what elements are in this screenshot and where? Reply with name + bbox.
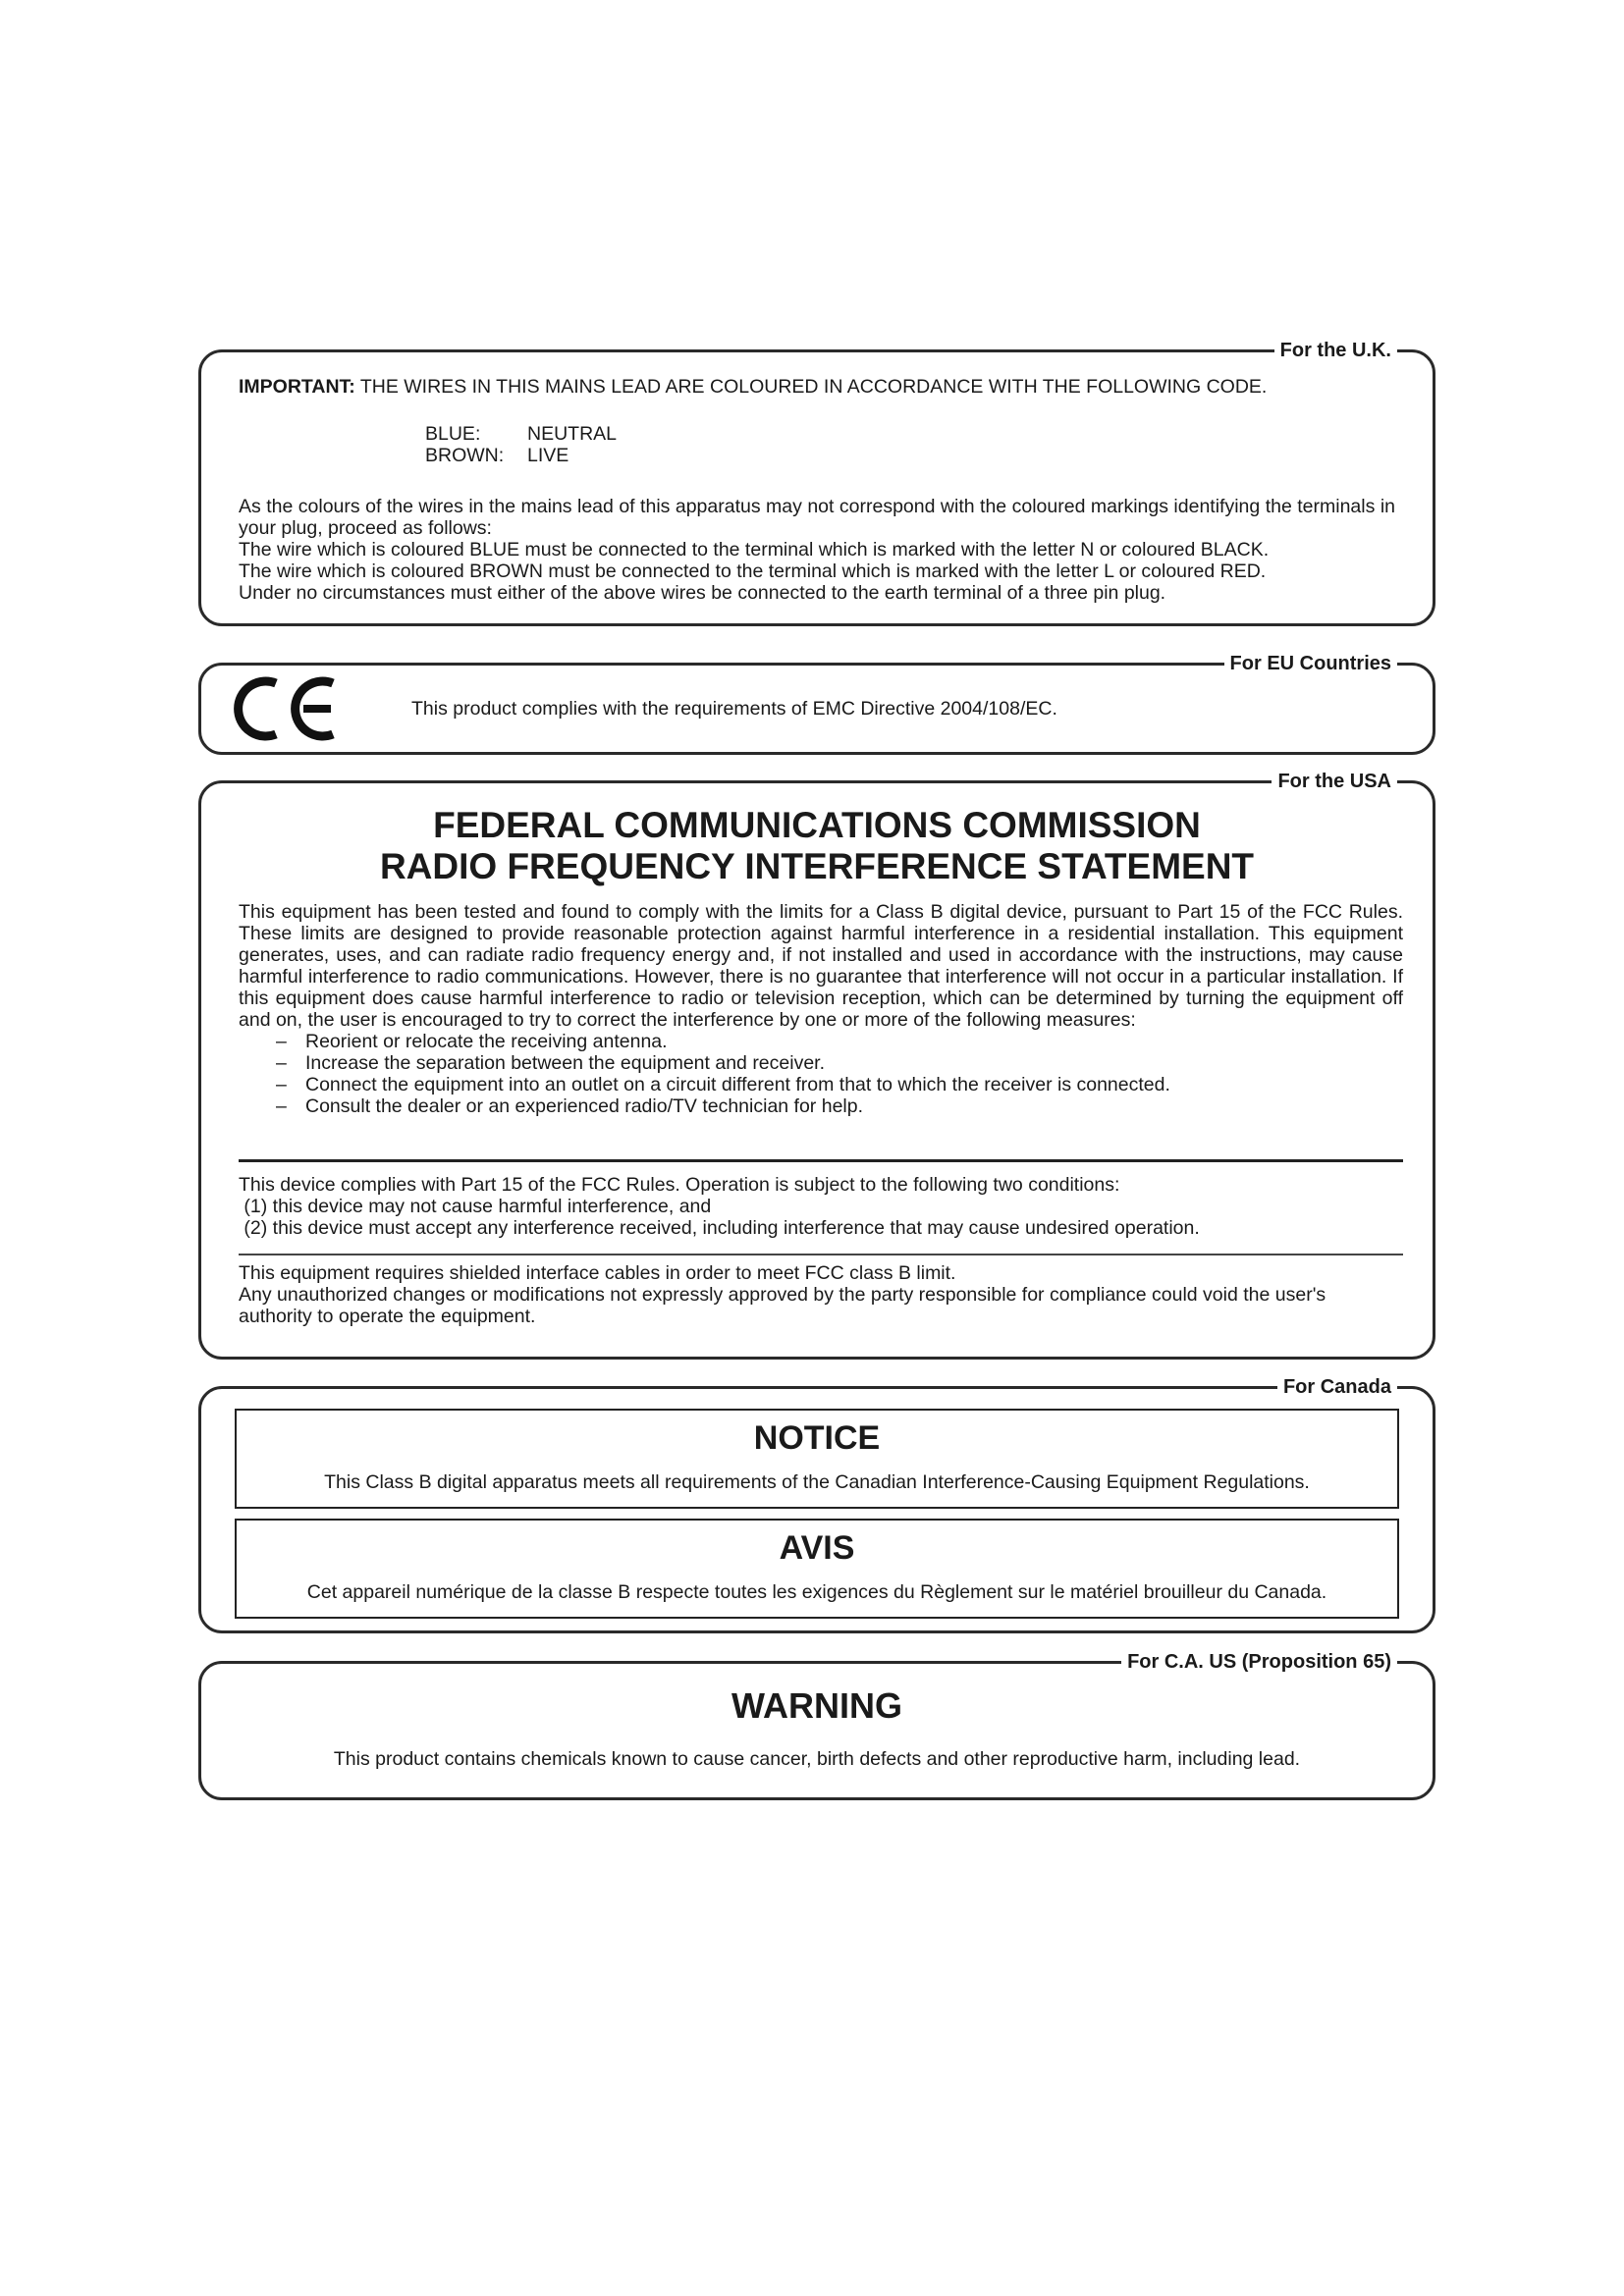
eu-label: For EU Countries [1224, 652, 1397, 675]
prop65-box [198, 1651, 1435, 1800]
wire-code-row [425, 423, 617, 445]
ce-mark-icon [231, 675, 341, 742]
fcc-shield-notice [239, 1262, 1403, 1327]
uk-instruction-line: Under no circumstances must either of the above wires be connected to the earth terminal of a three pin plug. [239, 582, 1166, 604]
measures-list [239, 1031, 1403, 1117]
fcc-conditions [239, 1174, 1403, 1239]
measure-item: – Consult the dealer or an experienced radio/TV technician for help. [276, 1095, 1403, 1117]
fcc-title [201, 805, 1433, 887]
prop65-label: For C.A. US (Proposition 65) [1121, 1650, 1397, 1674]
eu-notice-box [198, 653, 1435, 755]
wire-code-list [425, 423, 617, 466]
emc-compliance-text: This product complies with the requirements of EMC Directive 2004/108/EC. [411, 698, 1057, 720]
uk-label: For the U.K. [1274, 339, 1397, 362]
usa-label: For the USA [1272, 770, 1397, 793]
avis-panel [235, 1519, 1399, 1619]
measure-item: – Increase the separation between the equipment and receiver. [276, 1052, 1403, 1074]
notice-text: This Class B digital apparatus meets all requirements of the Canadian Interference-Causing Equipment Regulations. [324, 1471, 1310, 1493]
canada-label: For Canada [1277, 1375, 1397, 1399]
notice-panel [235, 1409, 1399, 1509]
important-label: IMPORTANT: [239, 376, 355, 398]
avis-title: AVIS [779, 1529, 855, 1567]
uk-important-line [239, 376, 1267, 398]
uk-instruction-line: The wire which is coloured BROWN must be connected to the terminal which is marked with the letter L or coloured RED. [239, 561, 1267, 582]
shield-line: This equipment requires shielded interface cables in order to meet FCC class B limit. [239, 1262, 956, 1284]
uk-instructions [239, 496, 1395, 604]
fcc-statement [239, 901, 1403, 1117]
condition-line: (1) this device may not cause harmful interference, and [239, 1196, 712, 1217]
wire-meaning: LIVE [527, 445, 569, 466]
wire-color: BLUE: [425, 423, 481, 445]
condition-line: (2) this device must accept any interference received, including interference that may cause undesired operation. [239, 1217, 1200, 1239]
divider [239, 1254, 1403, 1255]
measure-item: – Reorient or relocate the receiving antenna. [276, 1031, 1403, 1052]
fcc-paragraph: This equipment has been tested and found to comply with the limits for a Class B digital device, pursuant to Part 15 of the FCC Rules. These limits are designed to provide reasonable protection against harmful interference in a residential installation. This equipment generates, uses, and can radiate radio frequency energy and, if not installed and used in accordance with the instructions, may cause harmful interference to radio communications. However, there is no guarantee that interference will not occur in a particular installation. If this equipment does cause harmful interference to radio or television reception, which can be determined by turning the equipment off and on, the user is encouraged to try to correct the interference by one or more of the following measures: [239, 901, 1403, 1031]
notice-title: NOTICE [753, 1419, 881, 1457]
measure-item: – Connect the equipment into an outlet on a circuit different from that to which the receiver is connected. [276, 1074, 1403, 1095]
canada-notice-box [198, 1376, 1435, 1633]
important-text: THE WIRES IN THIS MAINS LEAD ARE COLOURED IN ACCORDANCE WITH THE FOLLOWING CODE. [354, 376, 1268, 398]
wire-code-row [425, 445, 617, 466]
fcc-title-line2: RADIO FREQUENCY INTERFERENCE STATEMENT [379, 846, 1255, 886]
divider [239, 1159, 1403, 1162]
warning-title: WARNING [731, 1685, 902, 1726]
usa-fcc-box [198, 771, 1435, 1360]
avis-text: Cet appareil numérique de la classe B respecte toutes les exigences du Règlement sur le matériel brouilleur du Canada. [306, 1581, 1327, 1603]
condition-line: This device complies with Part 15 of the FCC Rules. Operation is subject to the following two conditions: [239, 1174, 1120, 1196]
wire-meaning: NEUTRAL [527, 423, 618, 445]
uk-instruction-line: The wire which is coloured BLUE must be connected to the terminal which is marked with the letter N or coloured BLACK. [239, 539, 1270, 561]
warning-text: This product contains chemicals known to cause cancer, birth defects and other reproductive harm, including lead. [333, 1748, 1301, 1770]
uk-instruction-line: As the colours of the wires in the mains lead of this apparatus may not correspond with the coloured markings identifying the terminals in your plug, proceed as follows: [239, 496, 1395, 539]
uk-notice-box [198, 340, 1435, 626]
shield-line: Any unauthorized changes or modifications not expressly approved by the party responsible for compliance could void the user's authority to operate the equipment. [239, 1284, 1326, 1327]
fcc-title-line1: FEDERAL COMMUNICATIONS COMMISSION [433, 805, 1201, 845]
wire-color: BROWN: [425, 445, 505, 466]
